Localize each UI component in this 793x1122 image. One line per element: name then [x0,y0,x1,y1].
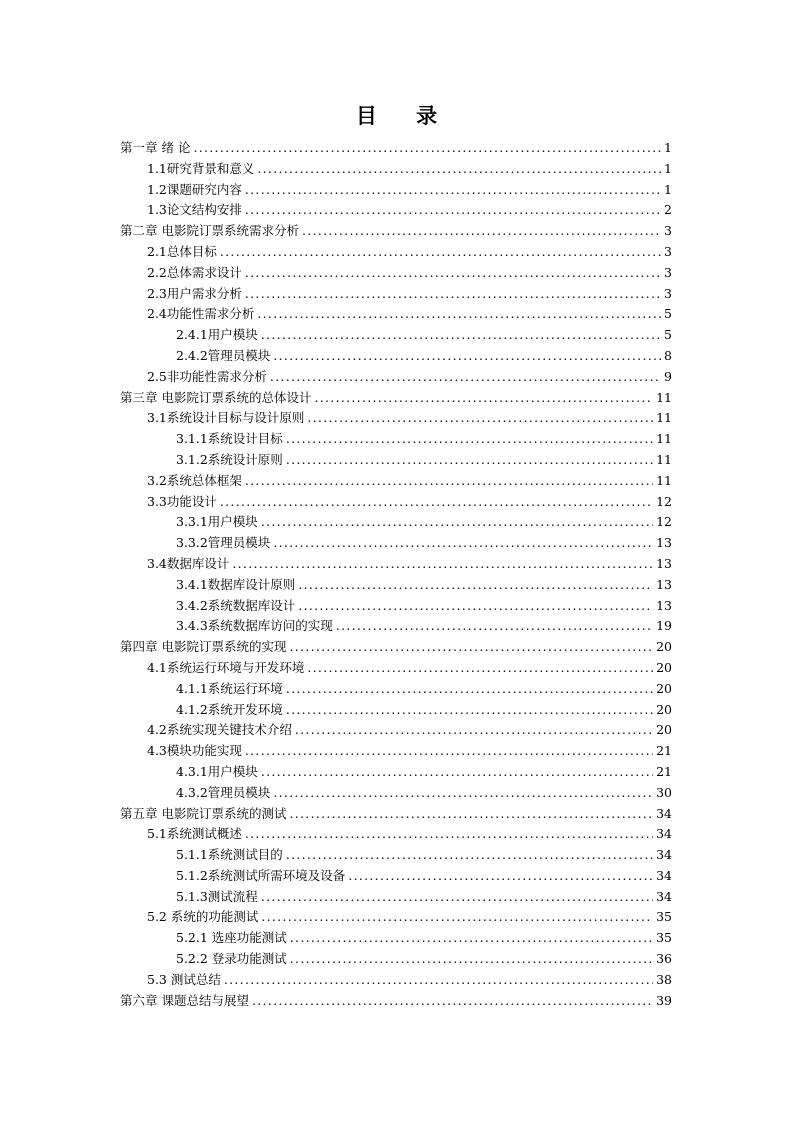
toc-dot-leader [261,907,653,928]
toc-dot-leader [289,637,653,658]
toc-entry-page: 11 [656,431,672,447]
toc-entry[interactable] [120,554,672,575]
toc-dot-leader [245,741,653,762]
toc-entry-title: 5.1.1系统测试目的 [176,847,283,863]
toc-entry[interactable] [120,700,672,721]
toc-dot-leader [193,138,661,159]
toc-entry-title: 5.2.1 选座功能测试 [176,930,287,946]
toc-entry[interactable] [120,783,672,804]
toc-dot-leader [290,928,653,949]
toc-entry-page: 11 [656,451,672,467]
toc-entry[interactable] [120,845,672,866]
toc-entry-title: 3.4.3系统数据库访问的实现 [176,618,333,634]
toc-dot-leader [286,845,653,866]
toc-entry-title: 3.3功能设计 [147,493,217,509]
toc-dot-leader [245,200,661,221]
toc-dot-leader [273,346,661,367]
toc-dot-leader [286,700,653,721]
toc-entry-title: 5.1.2系统测试所需环境及设备 [176,867,346,883]
toc-entry[interactable] [120,388,672,409]
toc-entry[interactable] [120,284,672,305]
toc-entry-page: 3 [664,223,672,239]
toc-dot-leader [307,658,653,679]
toc-entry[interactable] [120,637,672,658]
toc-dot-leader [252,991,653,1012]
toc-dot-leader [270,367,661,388]
toc-dot-leader [298,575,653,596]
toc-entry-page: 9 [664,368,672,384]
toc-entry-title: 2.4.1用户模块 [176,327,258,343]
toc-dot-leader [257,304,661,325]
toc-entry-page: 5 [664,306,672,322]
toc-entry[interactable] [120,180,672,201]
toc-entry-page: 1 [664,160,672,176]
toc-entry-title: 第六章 课题总结与展望 [120,992,249,1008]
toc-entry-page: 20 [656,701,672,717]
toc-entry-page: 39 [656,992,672,1008]
toc-entry[interactable] [120,304,672,325]
toc-dot-leader [261,762,653,783]
toc-dot-leader [261,325,661,346]
toc-entry[interactable] [120,221,672,242]
toc-entry[interactable] [120,138,672,159]
toc-entry-page: 20 [656,659,672,675]
toc-entry-title: 3.4数据库设计 [147,555,230,571]
toc-entry[interactable] [120,741,672,762]
toc-entry-page: 13 [656,535,672,551]
toc-entry-page: 34 [656,805,672,821]
toc-entry-page: 3 [664,285,672,301]
toc-entry[interactable] [120,991,672,1012]
toc-entry-title: 4.3模块功能实现 [147,743,242,759]
toc-entry[interactable] [120,720,672,741]
toc-entry[interactable] [120,804,672,825]
toc-entry-page: 34 [656,847,672,863]
toc-dot-leader [220,492,653,513]
toc-entry-title: 3.4.1数据库设计原则 [176,576,296,592]
toc-dot-leader [273,533,653,554]
toc-entry-page: 1 [664,181,672,197]
toc-entry-page: 19 [656,618,672,634]
toc-entry-title: 3.1.2系统设计原则 [176,451,283,467]
toc-dot-leader [273,783,653,804]
toc-entry[interactable] [120,346,672,367]
toc-entry[interactable] [120,263,672,284]
toc-dot-leader [245,284,661,305]
toc-entry-title: 2.2总体需求设计 [147,264,242,280]
toc-dot-leader [245,263,661,284]
toc-entry-page: 3 [664,264,672,280]
toc-entry[interactable] [120,658,672,679]
toc-dot-leader [286,429,653,450]
toc-entry-page: 20 [656,680,672,696]
toc-entry-title: 3.1.1系统设计目标 [176,431,283,447]
toc-dot-leader [286,450,653,471]
toc-entry[interactable] [120,907,672,928]
page-title: 目 录 [355,104,454,128]
toc-dot-leader [245,824,653,845]
toc-entry-page: 5 [664,327,672,343]
toc-entry[interactable] [120,200,672,221]
toc-entry-title: 1.3论文结构安排 [147,202,242,218]
toc-dot-leader [295,720,653,741]
toc-entry[interactable] [120,616,672,637]
toc-entry[interactable] [120,159,672,180]
toc-entry-page: 20 [656,639,672,655]
toc-entry-page: 35 [656,909,672,925]
toc-entry-title: 第二章 电影院订票系统需求分析 [120,223,299,239]
toc-entry-page: 2 [664,202,672,218]
toc-dot-leader [220,242,661,263]
toc-entry[interactable] [120,596,672,617]
toc-entry-title: 3.3.1用户模块 [176,514,258,530]
toc-entry-title: 4.1.1系统运行环境 [176,680,283,696]
toc-dot-leader [302,221,661,242]
toc-entry-page: 11 [656,410,672,426]
toc-dot-leader [261,887,653,908]
table-of-contents [120,138,672,1011]
toc-dot-leader [314,388,653,409]
toc-entry[interactable] [120,533,672,554]
toc-entry-page: 36 [656,951,672,967]
toc-entry[interactable] [120,429,672,450]
toc-entry-page: 8 [664,347,672,363]
toc-entry[interactable] [120,367,672,388]
toc-entry-title: 2.5非功能性需求分析 [147,368,267,384]
toc-entry-title: 4.1.2系统开发环境 [176,701,283,717]
toc-entry-page: 3 [664,243,672,259]
toc-dot-leader [261,512,653,533]
toc-entry[interactable] [120,866,672,887]
toc-entry-title: 第三章 电影院订票系统的总体设计 [120,389,312,405]
toc-dot-leader [286,679,653,700]
toc-entry-title: 2.1总体目标 [147,243,217,259]
toc-entry-title: 3.3.2管理员模块 [176,535,271,551]
toc-dot-leader [224,970,653,991]
toc-entry[interactable] [120,970,672,991]
toc-entry-title: 第五章 电影院订票系统的测试 [120,805,287,821]
toc-entry[interactable] [120,471,672,492]
toc-entry-title: 1.2课题研究内容 [147,181,242,197]
toc-entry-page: 11 [656,472,672,488]
toc-entry-page: 11 [656,389,672,405]
toc-dot-leader [348,866,653,887]
toc-entry[interactable] [120,512,672,533]
toc-dot-leader [307,408,653,429]
toc-entry-title: 3.4.2系统数据库设计 [176,597,296,613]
toc-entry[interactable] [120,408,672,429]
toc-entry[interactable] [120,928,672,949]
toc-entry[interactable] [120,325,672,346]
toc-entry-title: 2.3用户需求分析 [147,285,242,301]
toc-entry-title: 5.2.2 登录功能测试 [176,951,287,967]
toc-dot-leader [245,471,653,492]
toc-entry[interactable] [120,887,672,908]
toc-entry-page: 34 [656,826,672,842]
toc-entry-page: 34 [656,867,672,883]
toc-entry[interactable] [120,679,672,700]
toc-entry[interactable] [120,450,672,471]
toc-entry[interactable] [120,824,672,845]
toc-entry-title: 2.4功能性需求分析 [147,306,255,322]
toc-dot-leader [245,180,661,201]
toc-dot-leader [290,949,653,970]
toc-entry-page: 13 [656,597,672,613]
toc-entry[interactable] [120,762,672,783]
toc-dot-leader [336,616,653,637]
toc-entry-title: 4.3.2管理员模块 [176,784,271,800]
toc-entry-title: 5.1系统测试概述 [147,826,242,842]
toc-entry-title: 4.3.1用户模块 [176,763,258,779]
toc-entry-title: 2.4.2管理员模块 [176,347,271,363]
toc-entry[interactable] [120,949,672,970]
toc-entry-page: 12 [656,514,672,530]
toc-entry-page: 12 [656,493,672,509]
toc-entry-title: 4.1系统运行环境与开发环境 [147,659,305,675]
toc-entry[interactable] [120,242,672,263]
toc-entry-page: 1 [664,140,672,155]
toc-entry[interactable] [120,492,672,513]
toc-entry-page: 30 [656,784,672,800]
toc-dot-leader [298,596,653,617]
toc-entry-title: 3.2系统总体框架 [147,472,242,488]
toc-dot-leader [257,159,661,180]
toc-entry-title: 第四章 电影院订票系统的实现 [120,639,287,655]
toc-entry-page: 35 [656,930,672,946]
toc-entry-page: 13 [656,576,672,592]
toc-dot-leader [289,804,653,825]
toc-entry[interactable] [120,575,672,596]
toc-entry-page: 13 [656,555,672,571]
toc-entry-title: 3.1系统设计目标与设计原则 [147,410,305,426]
toc-entry-title: 5.3 测试总结 [147,971,221,987]
toc-entry-page: 38 [656,971,672,987]
toc-entry-title: 1.1研究背景和意义 [147,160,255,176]
toc-dot-leader [232,554,653,575]
toc-entry-page: 21 [656,743,672,759]
toc-entry-title: 5.2 系统的功能测试 [147,909,259,925]
toc-entry-title: 第一章 绪 论 [120,140,191,155]
toc-entry-title: 4.2系统实现关键技术介绍 [147,722,292,738]
toc-entry-page: 20 [656,722,672,738]
toc-entry-page: 21 [656,763,672,779]
toc-entry-title: 5.1.3测试流程 [176,888,258,904]
toc-entry-page: 34 [656,888,672,904]
